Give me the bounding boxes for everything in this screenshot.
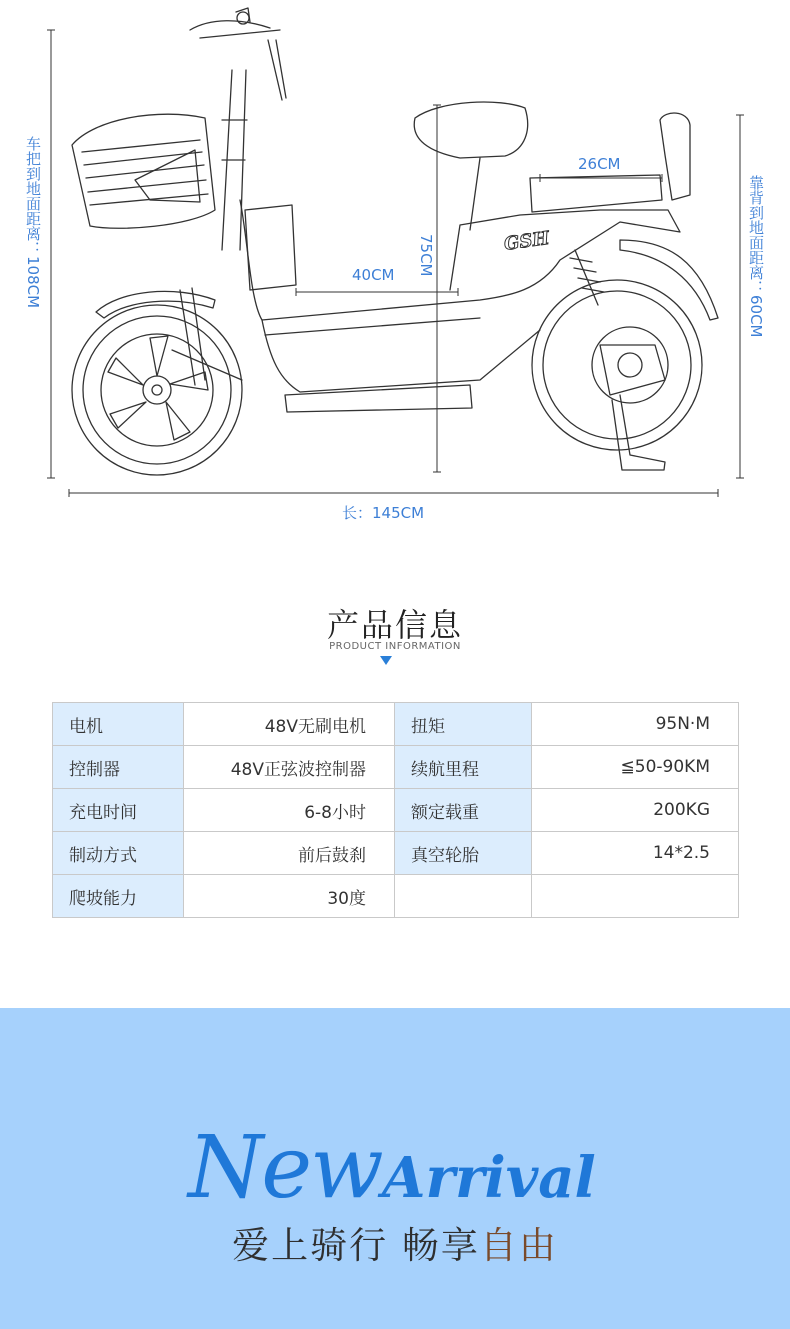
spec-value: 48V正弦波控制器 (184, 746, 395, 789)
footboard-length-label: 40CM (352, 266, 395, 284)
spec-value: 200KG (532, 789, 739, 832)
spec-value: ≦50-90KM (532, 746, 739, 789)
backrest (660, 113, 690, 200)
spec-label: 电机 (53, 703, 184, 746)
seat-height-label: 75CM (417, 234, 435, 277)
spec-value: 48V无刷电机 (184, 703, 395, 746)
spec-value: 95N·M (532, 703, 739, 746)
spec-label: 续航里程 (395, 746, 532, 789)
section-subtitle: PRODUCT INFORMATION (329, 641, 461, 652)
banner-headline-new: New (188, 1118, 382, 1218)
banner-slogan-part1: 爱上骑行 畅享 (232, 1224, 480, 1267)
rear-seat (530, 175, 662, 212)
table-row (53, 789, 739, 832)
spec-label: 爬坡能力 (53, 875, 184, 918)
spec-value: 前后鼓刹 (184, 832, 395, 875)
spec-label: 控制器 (53, 746, 184, 789)
spec-value: 6-8小时 (184, 789, 395, 832)
spec-label: 额定载重 (395, 789, 532, 832)
scooter-body (240, 200, 680, 320)
spec-label: 真空轮胎 (395, 832, 532, 875)
length-label: 长：145CM (342, 504, 425, 522)
table-row (53, 746, 739, 789)
table-row (53, 875, 739, 918)
table-row (53, 832, 739, 875)
handlebar-height-label: 车把到地面距离：108CM (24, 136, 42, 309)
banner-slogan (0, 1215, 790, 1269)
scooter-dimension-diagram (0, 0, 790, 540)
spec-label: 充电时间 (53, 789, 184, 832)
rear-seat-length-label: 26CM (578, 155, 621, 173)
spec-table (52, 702, 739, 918)
backrest-height-label: 靠背到地面距离：60CM (747, 175, 765, 338)
spec-value: 30度 (184, 875, 395, 918)
spec-empty-cell (532, 875, 739, 918)
table-row (53, 703, 739, 746)
section-title: 产品信息 (326, 606, 463, 644)
banner-headline-arrival: Arrival (382, 1145, 596, 1211)
down-triangle-icon (380, 656, 392, 665)
seat (414, 102, 527, 158)
spec-label: 扭矩 (395, 703, 532, 746)
front-wheel (72, 305, 242, 475)
banner-slogan-part2: 自由 (479, 1224, 558, 1267)
spec-empty-cell (395, 875, 532, 918)
spec-label: 制动方式 (53, 832, 184, 875)
front-basket (72, 114, 215, 228)
brand-mark-logo: GSH (502, 227, 551, 255)
rear-wheel (532, 280, 702, 450)
spec-value: 14*2.5 (532, 832, 739, 875)
